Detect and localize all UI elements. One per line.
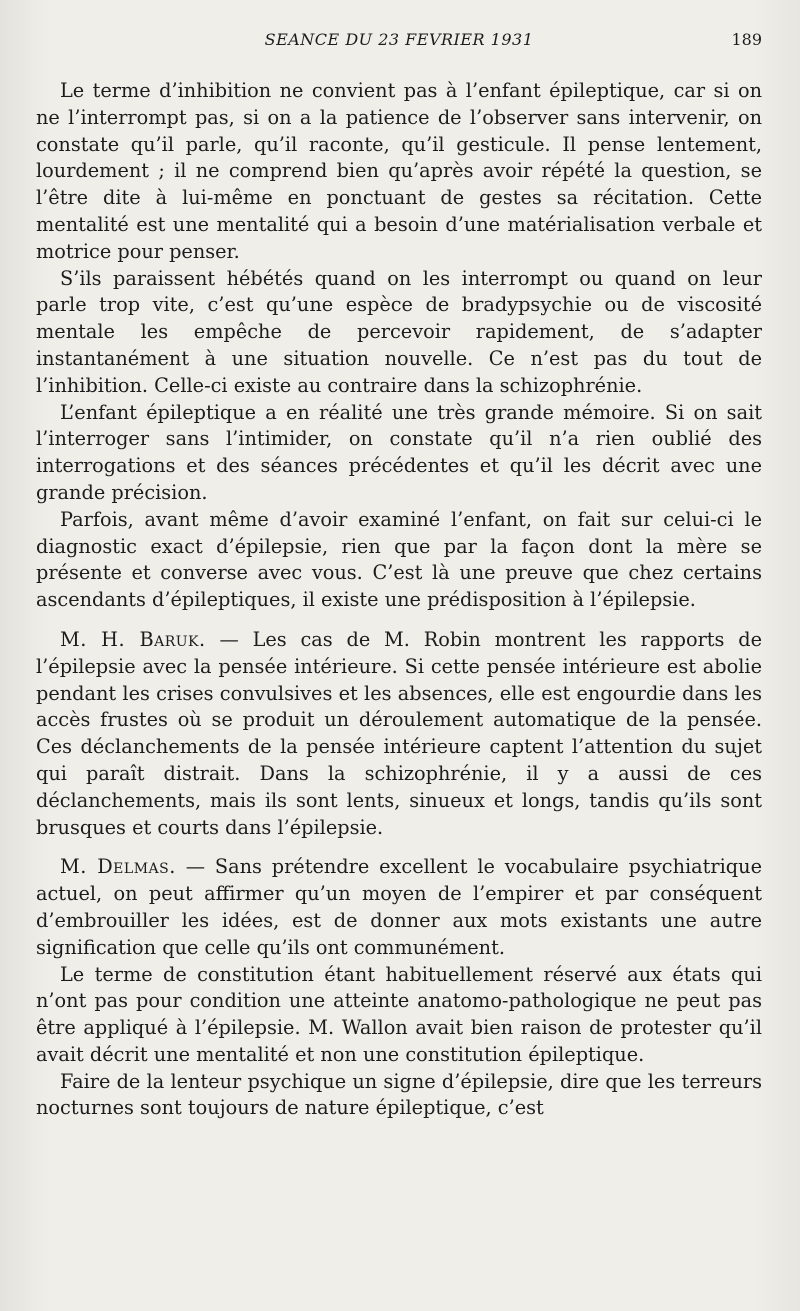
speaker-name: M. Delmas. [60, 855, 176, 879]
paragraph: M. Delmas. — Sans prétendre excellent le vocabulaire psychiatrique actuel, on peut affirmer qu’un moyen de l’empirer et par conséquent d’embrouiller les idées, est de donner aux mots existants une autre signification que celle qu’ils ont communément. [36, 855, 762, 959]
running-title: SEANCE DU 23 FEVRIER 1931 [264, 30, 534, 49]
paragraph: Parfois, avant même d’avoir examiné l’enfant, on fait sur celui-ci le diagnostic exact d’épilepsie, rien que par la façon dont la mère se présente et converse avec vous. C’est là une preuve que chez certains ascendants d’épileptiques, il existe une prédisposition à l’épilepsie. [36, 507, 762, 612]
paragraph: M. H. Baruk. — Les cas de M. Robin montrent les rapports de l’épilepsie avec la pensée intérieure. Si cette pensée intérieure est abolie pendant les crises convulsives et les absences, elle est engourdie dans les accès frustes où se produit un déroulement automatique de la pensée. Ces déclanchements de la pensée intérieure captent l’attention du sujet qui paraît distrait. Dans la schizophrénie, il y a aussi de ces déclanchements, mais ils sont lents, sinueux et longs, tandis qu’ils sont brusques et courts dans l’épilepsie. [36, 627, 762, 839]
page-number: 189 [731, 30, 762, 49]
paragraph: Le terme de constitution étant habituellement réservé aux états qui n’ont pas pour condition une atteinte anatomo-pathologique ne peut pas être appliqué à l’épilepsie. M. Wallon avait bien raison de protester qu’il avait décrit une mentalité et non une constitution épileptique. [36, 962, 762, 1066]
body-text [36, 78, 762, 1122]
paragraph: S’ils paraissent hébétés quand on les interrompt ou quand on leur parle trop vite, c’est qu’une espèce de bradypsychie ou de viscosité mentale les empêche de percevoir rapidement, de s’adapter instantanément à une situation nouvelle. Ce n’est pas du tout de l’inhibition. Celle-ci existe au contraire dans la schizophrénie. [36, 266, 762, 397]
paragraph: Le terme d’inhibition ne convient pas à l’enfant épileptique, car si on ne l’interrompt pas, si on a la patience de l’observer sans intervenir, on constate qu’il parle, qu’il raconte, qu’il gesticule. Il pense lentement, lourdement ; il ne comprend bien qu’après avoir répété la question, se l’être dite à lui-même en ponctuant de gestes sa récitation. Cette mentalité est une mentalité qui a besoin d’une matérialisation verbale et motrice pour penser. [36, 79, 762, 263]
running-header [36, 30, 762, 54]
speaker-name: M. H. Baruk. [60, 627, 206, 651]
paragraph: Faire de la lenteur psychique un signe d’épilepsie, dire que les terreurs nocturnes sont toujours de nature épileptique, c’est [36, 1069, 762, 1120]
paragraph: L’enfant épileptique a en réalité une très grande mémoire. Si on sait l’interroger sans l’intimider, on constate qu’il n’a rien oublié des interrogations et des séances précédentes et qu’il les décrit avec une grande précision. [36, 400, 762, 504]
